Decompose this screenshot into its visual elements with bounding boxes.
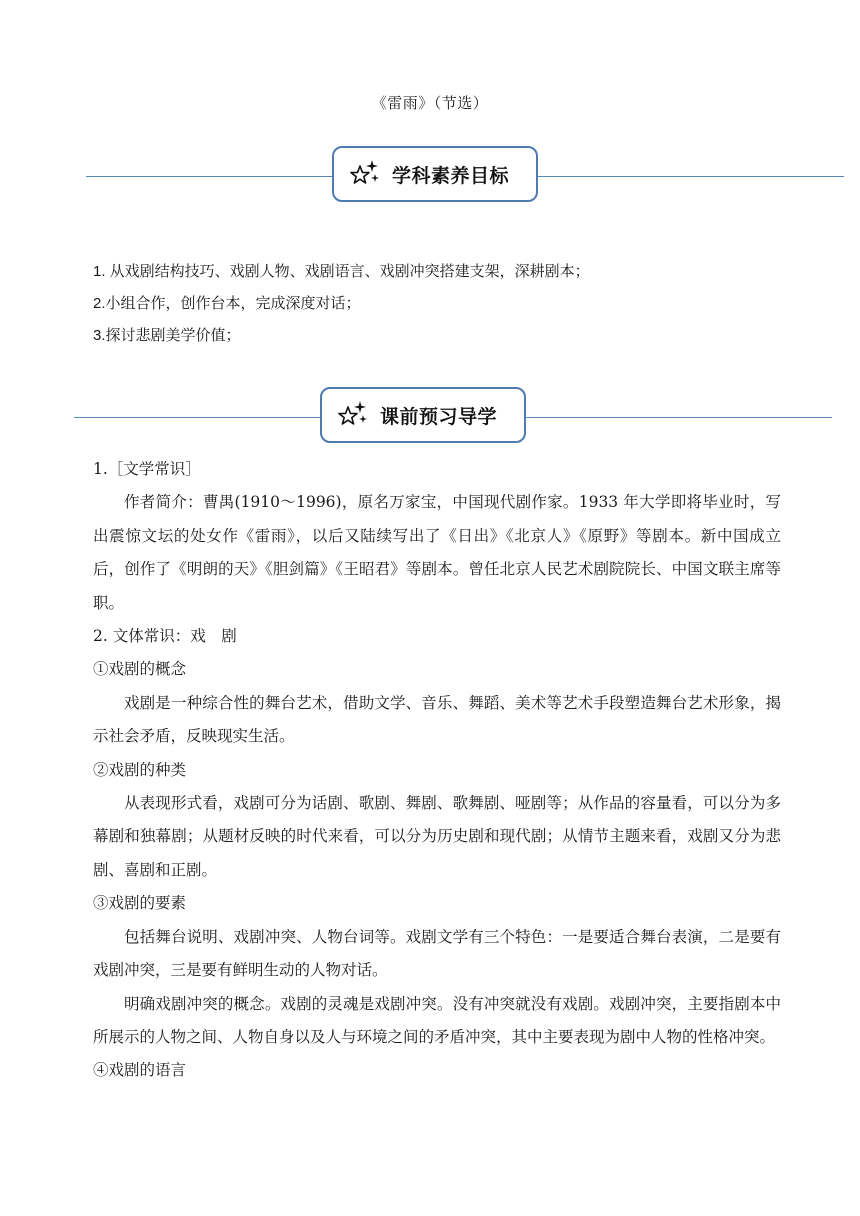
subheading-types: ②戏剧的种类 xyxy=(93,760,187,779)
section-title: 课前预习导学 xyxy=(380,405,498,428)
item-heading: 1.［文学常识］ xyxy=(93,460,201,478)
item-heading: 2. 文体常识：戏 剧 xyxy=(93,627,237,646)
subheading-elements: ③戏剧的要素 xyxy=(93,894,187,913)
divider-line-left xyxy=(74,417,322,418)
concept-paragraph: 戏剧是一种综合性的舞台艺术，借助文学、音乐、舞蹈、美术等艺术手段塑造舞台艺术形象，揭示社会矛盾，反映现实生活。 xyxy=(93,693,781,746)
goal-item: 2.小组合作，创作台本，完成深度对话； xyxy=(93,295,361,312)
subheading-concept: ①戏剧的概念 xyxy=(93,660,187,679)
section-title-box xyxy=(332,146,538,202)
learning-goals-list xyxy=(93,256,793,352)
section-title-box xyxy=(320,387,526,443)
divider-line-right xyxy=(538,176,844,177)
sparkle-stars-icon xyxy=(336,398,370,432)
goal-item: 1. 从戏剧结构技巧、戏剧人物、戏剧语言、戏剧冲突搭建支架，深耕剧本； xyxy=(93,263,590,280)
divider-line-right xyxy=(525,417,832,418)
sparkle-stars-icon xyxy=(348,157,382,191)
subheading-language: ④戏剧的语言 xyxy=(93,1061,187,1080)
elements-paragraph: 包括舞台说明、戏剧冲突、人物台词等。戏剧文学有三个特色：一是要适合舞台表演，二是要有戏剧冲突，三是要有鲜明生动的人物对话。 xyxy=(93,927,781,980)
section-title: 学科素养目标 xyxy=(392,164,510,187)
goal-item: 3.探讨悲剧美学价值； xyxy=(93,327,241,344)
types-paragraph: 从表现形式看，戏剧可分为话剧、歌剧、舞剧、歌舞剧、哑剧等；从作品的容量看，可以分为多幕剧和独幕剧；从题材反映的时代来看，可以分为历史剧和现代剧；从情节主题来看，戏剧又分为悲剧、喜剧和正剧。 xyxy=(93,794,781,879)
preview-content xyxy=(93,453,781,1088)
divider-line-left xyxy=(86,176,334,177)
conflict-paragraph: 明确戏剧冲突的概念。戏剧的灵魂是戏剧冲突。没有冲突就没有戏剧。戏剧冲突，主要指剧本中所展示的人物之间、人物自身以及人与环境之间的矛盾冲突，其中主要表现为剧中人物的性格冲突。 xyxy=(93,994,781,1046)
section-header-goals xyxy=(0,146,860,206)
section-header-preview xyxy=(0,387,860,447)
document-title: 《雷雨》（节选） xyxy=(371,94,489,112)
author-intro-paragraph: 作者简介：曹禺(1910～1996)，原名万家宝，中国现代剧作家。1933 年大学即将毕业时，写出震惊文坛的处女作《雷雨》，以后又陆续写出了《日出》《北京人》《原野》等剧本。新中国成立后，创作了《明朗的天》《胆剑篇》《王昭君》等剧本。曾任北京人民艺术剧院院长、中国文联主席等职。 xyxy=(93,493,781,612)
